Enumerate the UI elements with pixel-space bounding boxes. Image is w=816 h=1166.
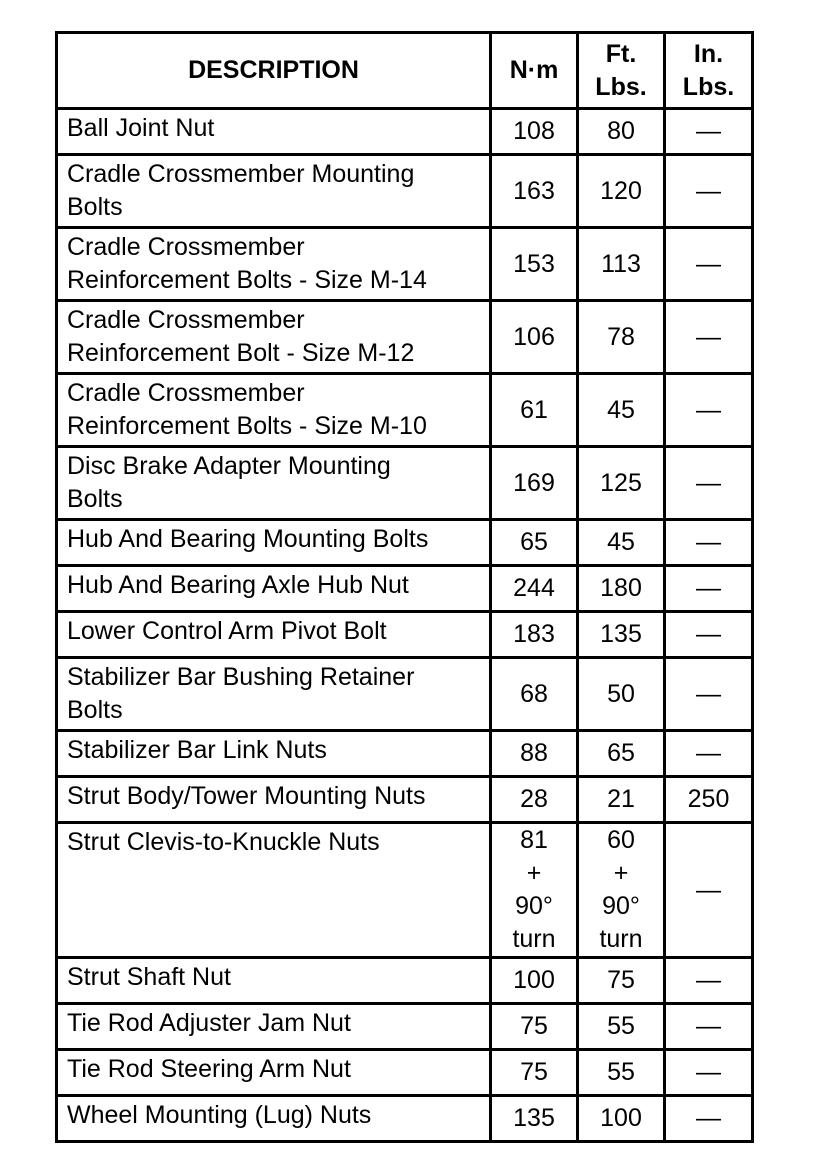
table-row <box>57 566 753 612</box>
table-row <box>57 1004 753 1050</box>
cell-nm: 183 <box>491 612 578 658</box>
table-row <box>57 777 753 823</box>
cell-description: Hub And Bearing Mounting Bolts <box>57 520 491 566</box>
cell-ft-lbs: 50 <box>578 658 665 731</box>
table-row <box>57 301 753 374</box>
table-row <box>57 374 753 447</box>
cell-nm: 81 + 90° turn <box>491 823 578 958</box>
cell-nm: 61 <box>491 374 578 447</box>
cell-description: Tie Rod Steering Arm Nut <box>57 1050 491 1096</box>
cell-in-lbs: — <box>665 374 753 447</box>
cell-ft-lbs: 75 <box>578 958 665 1004</box>
table-row <box>57 447 753 520</box>
cell-description: Strut Shaft Nut <box>57 958 491 1004</box>
cell-ft-lbs: 180 <box>578 566 665 612</box>
cell-ft-lbs: 21 <box>578 777 665 823</box>
cell-description: Stabilizer Bar Bushing Retainer Bolts <box>57 658 491 731</box>
cell-in-lbs: — <box>665 958 753 1004</box>
table-body <box>57 109 753 1142</box>
header-ft-lbs: Ft. Lbs. <box>578 33 665 109</box>
cell-ft-lbs: 113 <box>578 228 665 301</box>
cell-nm: 108 <box>491 109 578 155</box>
cell-nm: 68 <box>491 658 578 731</box>
table-row <box>57 823 753 958</box>
cell-ft-lbs: 45 <box>578 520 665 566</box>
header-description: DESCRIPTION <box>57 33 491 109</box>
cell-nm: 106 <box>491 301 578 374</box>
cell-nm: 28 <box>491 777 578 823</box>
table-header <box>57 33 753 109</box>
table-row <box>57 520 753 566</box>
cell-description: Cradle Crossmember Reinforcement Bolts - Size M-14 <box>57 228 491 301</box>
cell-description: Hub And Bearing Axle Hub Nut <box>57 566 491 612</box>
cell-in-lbs: — <box>665 566 753 612</box>
cell-in-lbs: — <box>665 731 753 777</box>
cell-nm: 65 <box>491 520 578 566</box>
table-row <box>57 109 753 155</box>
cell-description: Cradle Crossmember Reinforcement Bolt - Size M-12 <box>57 301 491 374</box>
cell-description: Strut Clevis-to-Knuckle Nuts <box>57 823 491 958</box>
table-row <box>57 658 753 731</box>
cell-in-lbs: — <box>665 1004 753 1050</box>
cell-in-lbs: — <box>665 109 753 155</box>
cell-nm: 88 <box>491 731 578 777</box>
cell-nm: 100 <box>491 958 578 1004</box>
cell-ft-lbs: 55 <box>578 1050 665 1096</box>
cell-ft-lbs: 65 <box>578 731 665 777</box>
table-row <box>57 612 753 658</box>
cell-in-lbs: — <box>665 228 753 301</box>
cell-ft-lbs: 55 <box>578 1004 665 1050</box>
cell-ft-lbs: 120 <box>578 155 665 228</box>
cell-ft-lbs: 135 <box>578 612 665 658</box>
cell-description: Stabilizer Bar Link Nuts <box>57 731 491 777</box>
torque-spec-table <box>55 31 754 1143</box>
header-nm: N·m <box>491 33 578 109</box>
cell-in-lbs: — <box>665 1096 753 1142</box>
header-in-lbs: In. Lbs. <box>665 33 753 109</box>
cell-in-lbs: 250 <box>665 777 753 823</box>
cell-nm: 75 <box>491 1050 578 1096</box>
table-row <box>57 958 753 1004</box>
cell-nm: 163 <box>491 155 578 228</box>
cell-nm: 135 <box>491 1096 578 1142</box>
cell-in-lbs: — <box>665 447 753 520</box>
cell-description: Cradle Crossmember Reinforcement Bolts - Size M-10 <box>57 374 491 447</box>
cell-ft-lbs: 80 <box>578 109 665 155</box>
cell-ft-lbs: 78 <box>578 301 665 374</box>
cell-in-lbs: — <box>665 658 753 731</box>
cell-description: Ball Joint Nut <box>57 109 491 155</box>
table-row <box>57 228 753 301</box>
cell-description: Strut Body/Tower Mounting Nuts <box>57 777 491 823</box>
table-row <box>57 1096 753 1142</box>
cell-nm: 244 <box>491 566 578 612</box>
cell-in-lbs: — <box>665 823 753 958</box>
cell-in-lbs: — <box>665 301 753 374</box>
cell-in-lbs: — <box>665 1050 753 1096</box>
table-row <box>57 155 753 228</box>
cell-in-lbs: — <box>665 155 753 228</box>
cell-nm: 169 <box>491 447 578 520</box>
cell-in-lbs: — <box>665 612 753 658</box>
cell-description: Wheel Mounting (Lug) Nuts <box>57 1096 491 1142</box>
table-row <box>57 1050 753 1096</box>
cell-description: Lower Control Arm Pivot Bolt <box>57 612 491 658</box>
cell-ft-lbs: 100 <box>578 1096 665 1142</box>
cell-nm: 153 <box>491 228 578 301</box>
cell-ft-lbs: 125 <box>578 447 665 520</box>
cell-ft-lbs: 60 + 90° turn <box>578 823 665 958</box>
cell-description: Cradle Crossmember Mounting Bolts <box>57 155 491 228</box>
cell-in-lbs: — <box>665 520 753 566</box>
cell-description: Disc Brake Adapter Mounting Bolts <box>57 447 491 520</box>
cell-ft-lbs: 45 <box>578 374 665 447</box>
cell-nm: 75 <box>491 1004 578 1050</box>
cell-description: Tie Rod Adjuster Jam Nut <box>57 1004 491 1050</box>
header-row <box>57 33 753 109</box>
table-row <box>57 731 753 777</box>
